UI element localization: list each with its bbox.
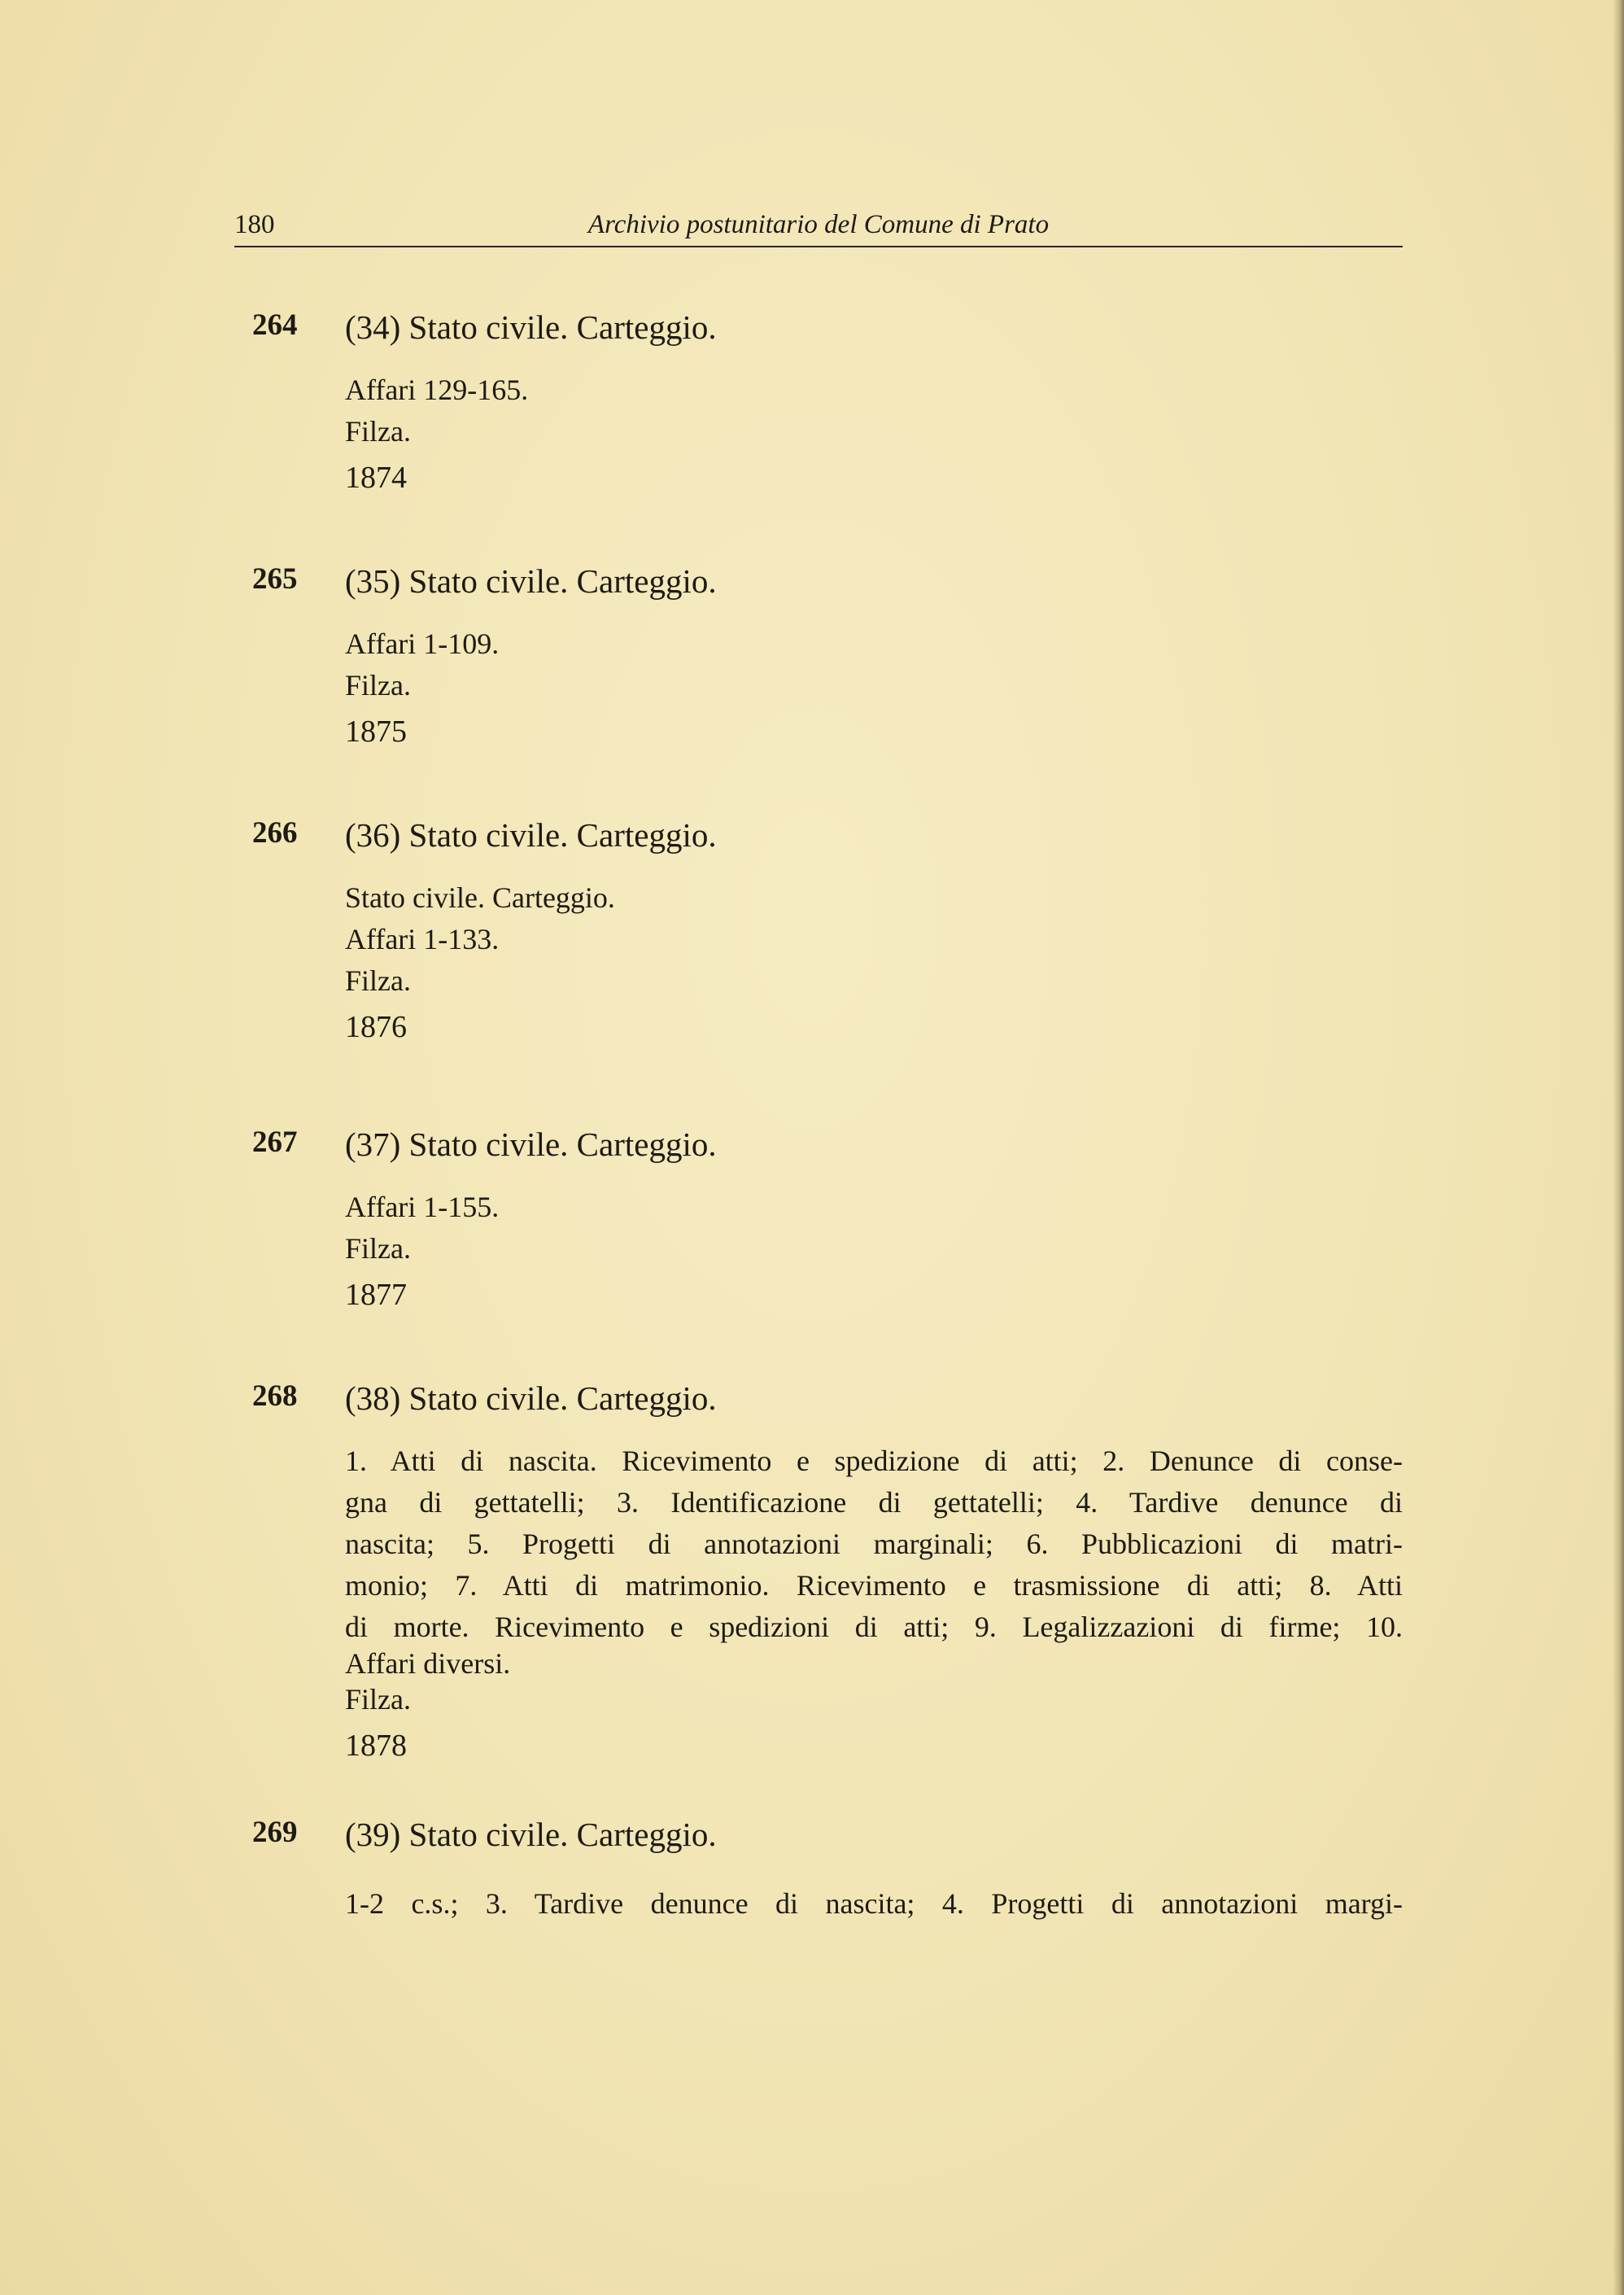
entry-year: 1878 (345, 1729, 407, 1763)
entry-line: Filza. (345, 415, 411, 448)
entry-line: Stato civile. Carteggio. (345, 881, 615, 914)
entry-paragraph-line: monio; 7. Atti di matrimonio. Ricevimento e trasmissione di atti; 8. Atti (345, 1569, 1403, 1602)
entry-number: 264 (252, 308, 298, 342)
entry-body (345, 877, 1403, 1048)
entry-line: Affari 1-109. (345, 627, 500, 660)
entry-paragraph-line: 1. Atti di nascita. Ricevimento e spedizione di atti; 2. Denunce di conse- (345, 1445, 1403, 1477)
entry-title: (37) Stato civile. Carteggio. (345, 1126, 717, 1163)
entry-number: 268 (252, 1379, 298, 1413)
entry-body (345, 1440, 1403, 1767)
entry-line: Affari 129-165. (345, 374, 529, 406)
entry-year: 1876 (345, 1010, 407, 1044)
entry-paragraph-line: 1-2 c.s.; 3. Tardive denunce di nascita; 4. Progetti di annotazioni margi- (345, 1887, 1403, 1920)
page-header (234, 205, 1403, 247)
entry-title: (38) Stato civile. Carteggio. (345, 1379, 717, 1417)
entry-paragraph-line: nascita; 5. Progetti di annotazioni marginali; 6. Pubblicazioni di matri- (345, 1528, 1403, 1560)
entry-number: 269 (252, 1816, 298, 1849)
entry-paragraph-line: Affari diversi. (345, 1647, 511, 1680)
entry-line: Affari 1-155. (345, 1191, 500, 1223)
entry-line: Filza. (345, 964, 411, 997)
entry-paragraph-line: gna di gettatelli; 3. Identificazione di gettatelli; 4. Tardive denunce di (345, 1486, 1403, 1519)
entry-title: (34) Stato civile. Carteggio. (345, 308, 717, 346)
entry-line: Filza. (345, 1232, 411, 1265)
entry-year: 1875 (345, 715, 407, 749)
running-title: Archivio postunitario del Comune di Prato (587, 210, 1050, 239)
page-number: 180 (234, 210, 275, 239)
entry-number: 266 (252, 816, 298, 850)
entry-title: (36) Stato civile. Carteggio. (345, 816, 717, 854)
entry-year: 1874 (345, 461, 407, 495)
entry-line: Filza. (345, 669, 411, 702)
entry-body (345, 369, 1403, 499)
entry-body (345, 1883, 1403, 1925)
entry-line: Filza. (345, 1683, 411, 1716)
entry-number: 267 (252, 1126, 298, 1159)
entry-line: Affari 1-133. (345, 923, 500, 955)
entry-number: 265 (252, 562, 298, 596)
page-edge (1613, 0, 1624, 2295)
entry-title: (35) Stato civile. Carteggio. (345, 562, 717, 600)
entry-title: (39) Stato civile. Carteggio. (345, 1816, 717, 1853)
entry-body (345, 623, 1403, 753)
entry-year: 1877 (345, 1278, 407, 1312)
entry-paragraph-line: di morte. Ricevimento e spedizioni di atti; 9. Legalizzazioni di firme; 10. (345, 1611, 1403, 1643)
entry-body (345, 1187, 1403, 1316)
